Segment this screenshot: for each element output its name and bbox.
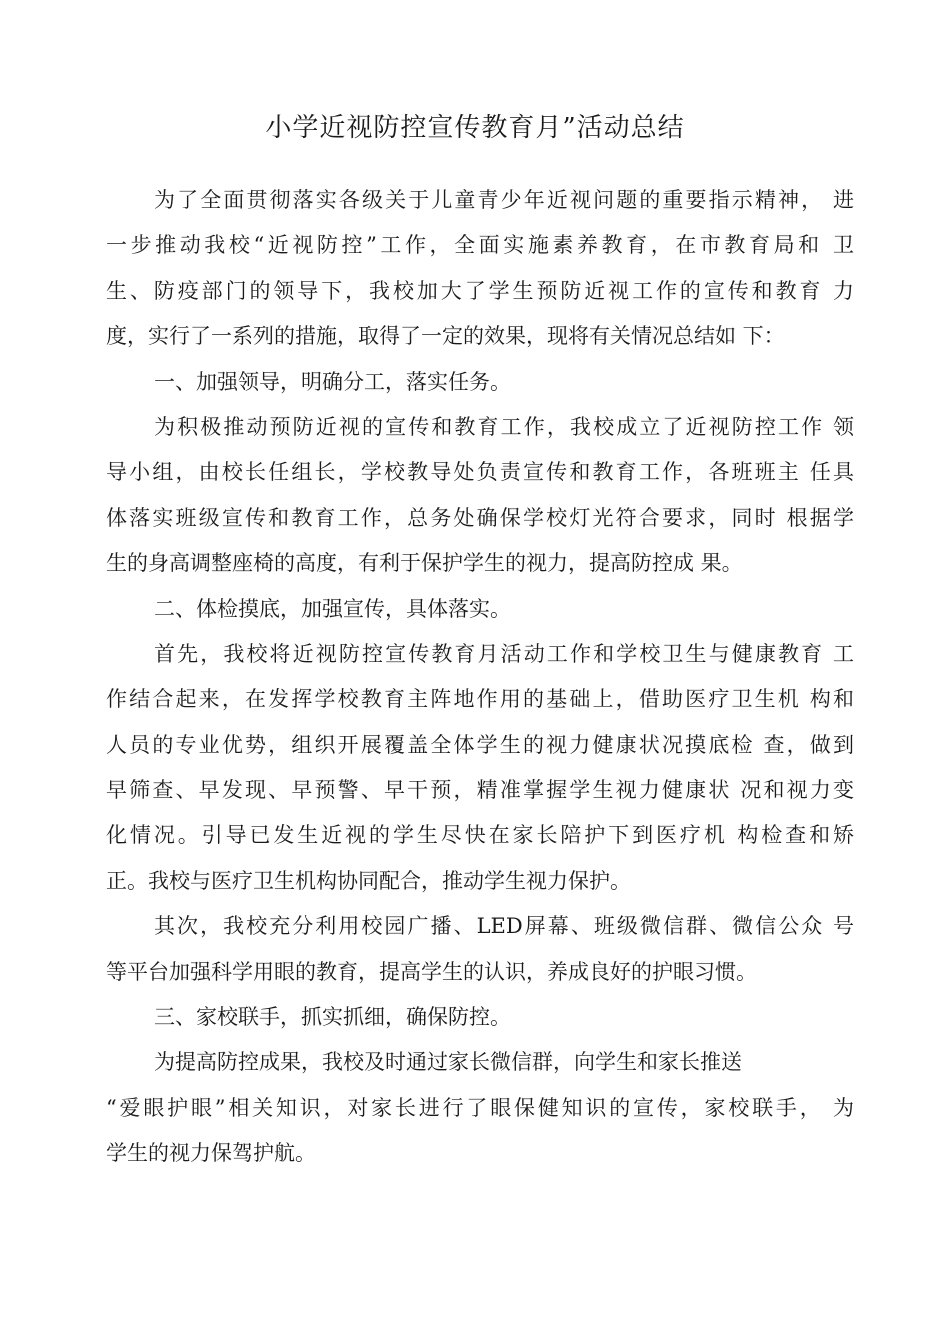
text-line: 为提高防控成果，我校及时通过家长微信群，向学生和家长推送 bbox=[154, 1050, 742, 1075]
text-line: 作结合起来，在发挥学校教育主阵地作用的基础上，借助医疗卫生机 构和 bbox=[106, 687, 854, 712]
text-line: 首先，我校将近视防控宣传教育月活动工作和学校卫生与健康教育 工 bbox=[154, 641, 854, 666]
text-line: 为了全面贯彻落实各级关于儿童青少年近视问题的重要指示精神， 进 bbox=[154, 188, 854, 212]
text-line: 一、加强领导，明确分工，落实任务。 bbox=[154, 369, 511, 394]
text-line: 为积极推动预防近视的宣传和教育工作，我校成立了近视防控工作 领 bbox=[154, 414, 854, 439]
text-line: 生的身高调整座椅的高度，有利于保护学生的视力，提高防控成 果。 bbox=[106, 551, 743, 576]
text-line: 一步推动我校“近视防控”工作，全面实施素养教育，在市教育局和 卫 bbox=[106, 233, 854, 258]
text-line: 三、家校联手，抓实抓细，确保防控。 bbox=[154, 1005, 511, 1030]
text-line: 人员的专业优势，组织开展覆盖全体学生的视力健康状况摸底检 查，做到 bbox=[106, 732, 854, 757]
text-line: 度，实行了一系列的措施，取得了一定的效果，现将有关情况总结如 下： bbox=[106, 324, 785, 349]
document-body bbox=[106, 178, 854, 1177]
text-line: “爱眼护眼”相关知识，对家长进行了眼保健知识的宣传，家校联手， 为 bbox=[106, 1095, 854, 1120]
text-line: 化情况。引导已发生近视的学生尽快在家长陪护下到医疗机 构检查和矫 bbox=[106, 823, 854, 848]
text-line: 导小组，由校长任组长，学校教导处负责宣传和教育工作，各班班主 任具 bbox=[106, 460, 854, 485]
document-title: 小学近视防控宣传教育月”活动总结 bbox=[265, 113, 685, 143]
text-line: 等平台加强科学用眼的教育，提高学生的认识，养成良好的护眼习惯。 bbox=[106, 959, 757, 984]
text-line: 生、防疫部门的领导下，我校加大了学生预防近视工作的宣传和教育 力 bbox=[106, 278, 854, 303]
text-line: 正。我校与医疗卫生机构协同配合，推动学生视力保护。 bbox=[106, 868, 631, 893]
text-line: 体落实班级宣传和教育工作，总务处确保学校灯光符合要求，同时 根据学 bbox=[106, 505, 854, 530]
text-line: 早筛查、早发现、早预警、早干预，精准掌握学生视力健康状 况和视力变 bbox=[106, 778, 854, 803]
text-line: 二、体检摸底，加强宣传，具体落实。 bbox=[154, 596, 511, 621]
text-line: 学生的视力保驾护航。 bbox=[106, 1141, 316, 1166]
text-line: 其次，我校充分利用校园广播、LED屏幕、班级微信群、微信公众 号 bbox=[154, 914, 854, 939]
